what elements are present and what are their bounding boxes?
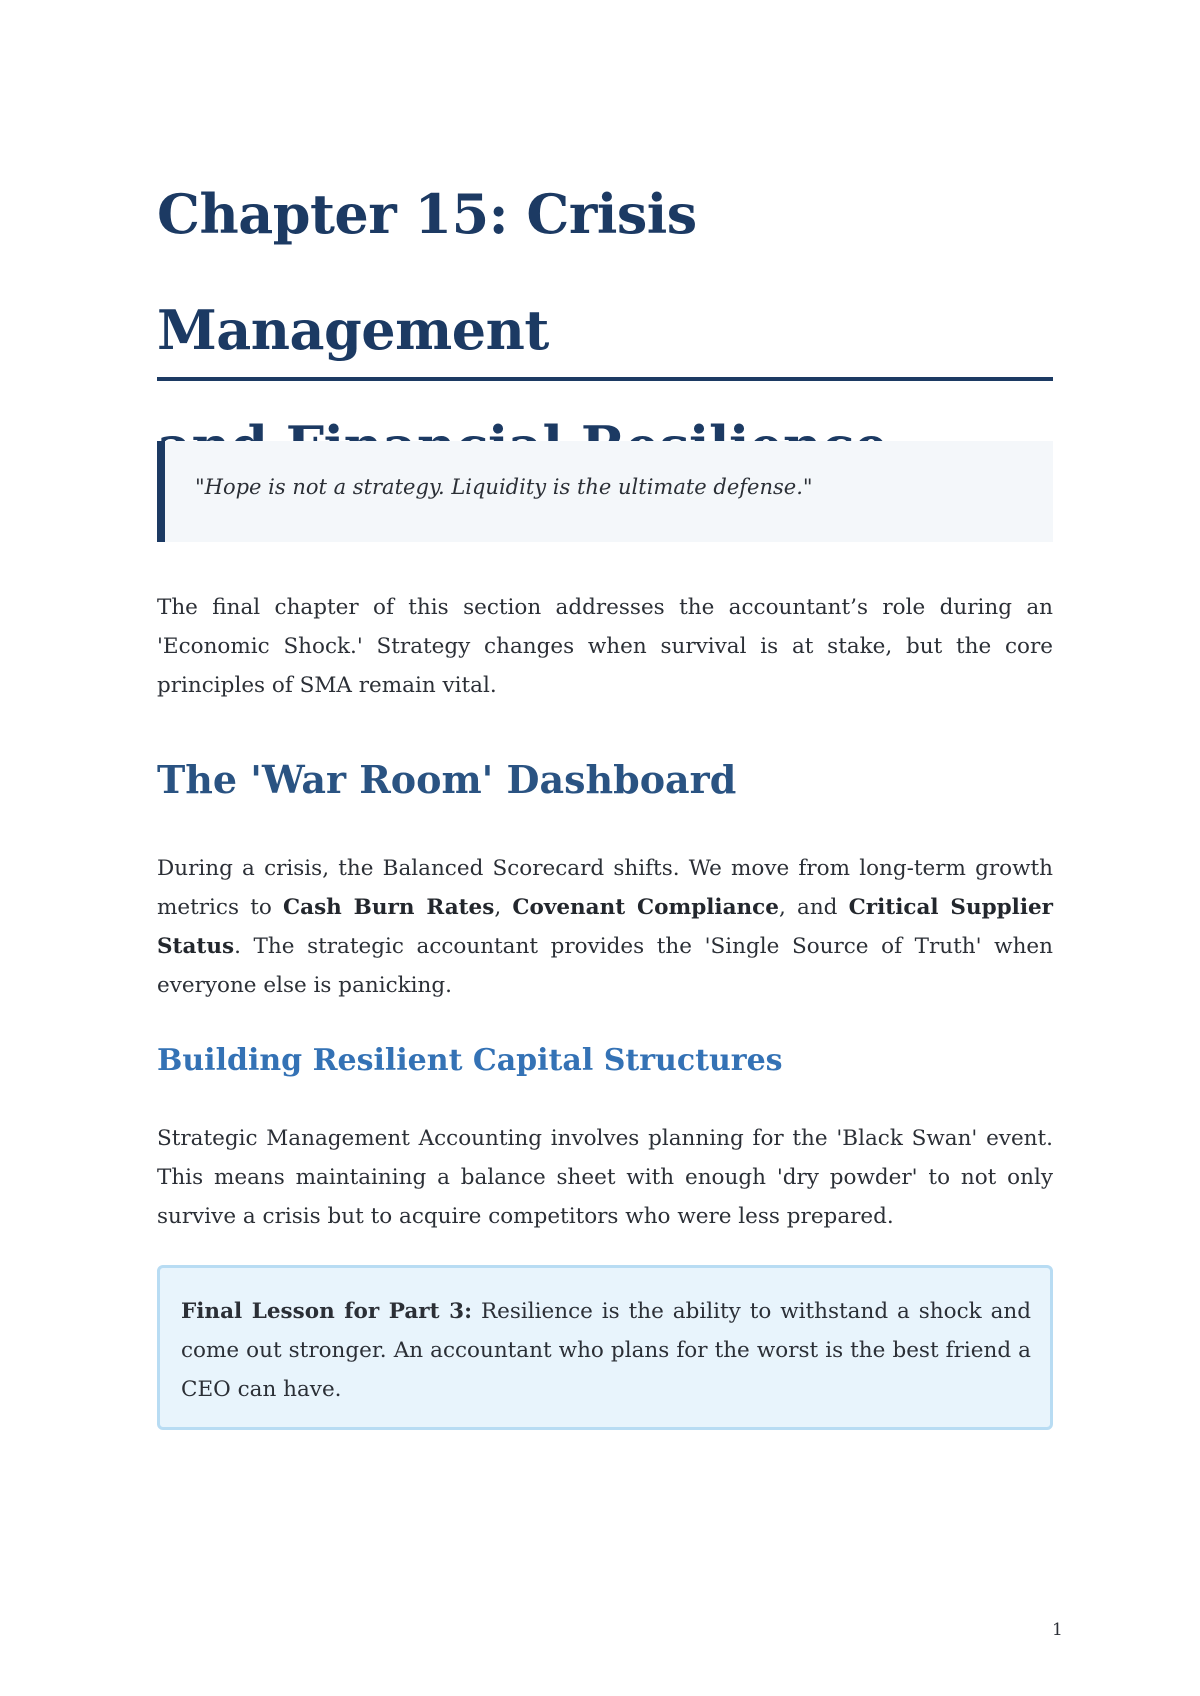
war-room-text-before: During a crisis, the Balanced Scorecard shifts. We move from long-term growth metrics to: [157, 856, 1053, 920]
callout-body: Resilience is the ability to withstand a shock and come out stronger. An accountant who plans for the worst is the best friend a CEO can have.: [181, 1299, 1032, 1402]
bold-term-cash-burn: Cash Burn Rates: [283, 895, 495, 920]
intro-paragraph: The final chapter of this section addresses the accountant’s role during an 'Economic Shock.' Strategy changes when survival is at stake, but the core principles of SMA remain vital.: [157, 595, 1053, 698]
bold-term-supplier: Critical Supplier Status: [157, 895, 1053, 959]
war-room-separator-1: ,: [494, 895, 513, 920]
callout-label: Final Lesson for Part 3:: [181, 1299, 473, 1324]
callout-text: [181, 1292, 1031, 1409]
chapter-title-line-1: Chapter 15: Crisis Management: [157, 182, 697, 362]
final-lesson-callout: [157, 1265, 1053, 1430]
title-divider: [157, 377, 1053, 381]
war-room-separator-2: , and: [778, 895, 849, 920]
war-room-paragraph: [157, 849, 1053, 1005]
epigraph-quote-box: [157, 441, 1053, 542]
section-heading-capital: Building Resilient Capital Structures: [157, 1043, 783, 1078]
capital-paragraph: Strategic Management Accounting involves planning for the 'Black Swan' event. This means maintaining a balance sheet with enough 'dry powder' to not only survive a crisis but to acquire competitors who were less prepared.: [157, 1126, 1053, 1229]
bold-term-covenant: Covenant Compliance: [512, 895, 779, 920]
epigraph-quote: "Hope is not a strategy. Liquidity is the ultimate defense.": [195, 475, 813, 499]
page-number: 1: [1052, 1620, 1063, 1640]
section-heading-war-room: The 'War Room' Dashboard: [157, 757, 737, 802]
war-room-text-after: . The strategic accountant provides the 'Single Source of Truth' when everyone else is panicking.: [157, 934, 1053, 998]
